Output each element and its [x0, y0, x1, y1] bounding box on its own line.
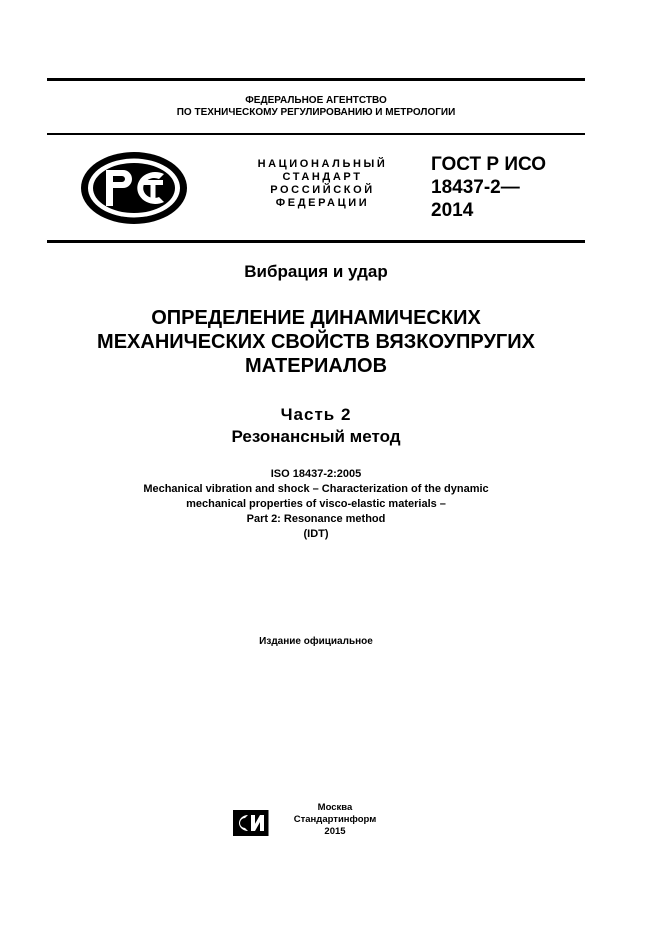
- document-subject: Вибрация и удар: [244, 262, 388, 281]
- standard-type-line-1: НАЦИОНАЛЬНЫЙ: [257, 158, 388, 170]
- iso-line-5: (IDT): [303, 528, 329, 540]
- iso-reference: [47, 467, 585, 542]
- header-bottom-rule: [47, 240, 585, 243]
- iso-line-1: ISO 18437-2:2005: [270, 468, 362, 480]
- standartinform-logo-icon: [231, 806, 284, 840]
- publisher-city: Москва: [317, 802, 353, 813]
- gost-number-line-2: 18437-2—: [431, 177, 520, 198]
- gost-number-line-1: ГОСТ Р ИСО: [431, 154, 547, 175]
- agency-header: [47, 95, 585, 119]
- iso-line-3: mechanical properties of visco-elastic materials –: [186, 498, 446, 510]
- publisher-year: 2015: [324, 826, 346, 837]
- gost-number-line-3: 2014: [431, 200, 474, 221]
- title-line-3: МАТЕРИАЛОВ: [244, 355, 388, 377]
- standard-type-line-3: РОССИЙСКОЙ: [270, 184, 375, 196]
- iso-line-4: Part 2: Resonance method: [246, 513, 386, 525]
- standard-type-line-2: СТАНДАРТ: [282, 171, 363, 183]
- publisher-name: Стандартинформ: [293, 814, 377, 825]
- part-name: Резонансный метод: [231, 427, 401, 446]
- iso-line-2: Mechanical vibration and shock – Characterization of the dynamic: [143, 483, 489, 495]
- rst-logo-icon: [79, 150, 189, 226]
- top-rule: [47, 78, 585, 81]
- national-standard-label: [245, 158, 400, 210]
- gost-designation: [431, 153, 546, 222]
- publisher-info: [278, 802, 392, 838]
- agency-line-2: ПО ТЕХНИЧЕСКОМУ РЕГУЛИРОВАНИЮ И МЕТРОЛОГИИ: [176, 107, 456, 118]
- title-line-2: МЕХАНИЧЕСКИХ СВОЙСТВ ВЯЗКОУПРУГИХ: [97, 331, 535, 353]
- agency-rule: [47, 133, 585, 135]
- part-number: Часть 2: [280, 405, 352, 424]
- document-title: [47, 306, 585, 378]
- edition-label: Издание официальное: [259, 636, 373, 647]
- title-line-1: ОПРЕДЕЛЕНИЕ ДИНАМИЧЕСКИХ: [151, 307, 481, 329]
- document-part: [47, 404, 585, 448]
- standard-type-line-4: ФЕДЕРАЦИИ: [275, 197, 370, 209]
- agency-line-1: ФЕДЕРАЛЬНОЕ АГЕНТСТВО: [245, 95, 387, 106]
